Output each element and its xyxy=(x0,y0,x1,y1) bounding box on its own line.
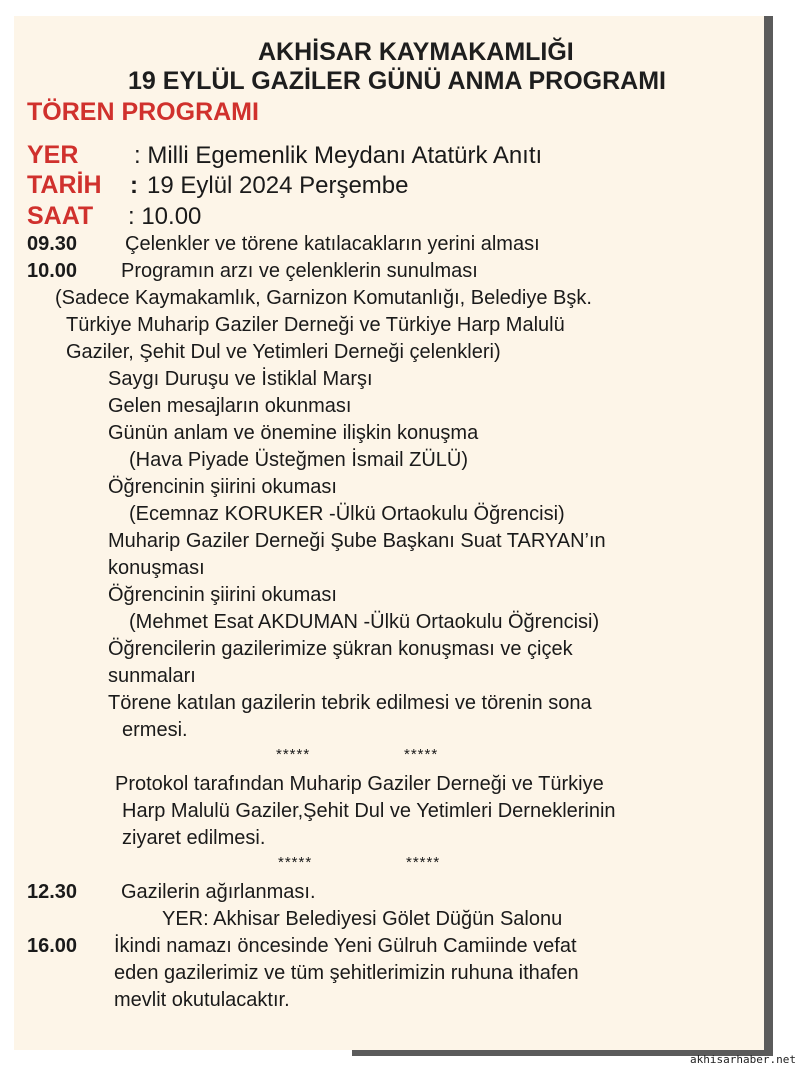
section-title: TÖREN PROGRAMI xyxy=(27,98,259,126)
item-1600-line-1: İkindi namazı öncesinde Yeni Gülruh Camiinde vefat xyxy=(114,935,577,957)
item-0930: Çelenkler ve törene katılacakların yerini alması xyxy=(125,233,540,255)
time-value: : 10.00 xyxy=(128,203,202,230)
item-poem-2-student: (Mehmet Esat AKDUMAN -Ülkü Ortaokulu Öğrencisi) xyxy=(129,611,600,633)
item-veterans-speech-line-2: konuşması xyxy=(108,557,205,579)
item-1000: Programın arzı ve çelenklerin sunulması xyxy=(121,260,478,282)
item-poem-2: Öğrencinin şiirini okuması xyxy=(108,584,337,606)
item-moment-of-silence: Saygı Duruşu ve İstiklal Marşı xyxy=(108,368,373,390)
date-value: 19 Eylül 2024 Perşembe xyxy=(147,172,409,199)
item-1230: Gazilerin ağırlanması. xyxy=(121,881,316,903)
source-watermark: akhisarhaber.net xyxy=(690,1053,796,1066)
item-1600-line-2: eden gazilerimiz ve tüm şehitlerimizin ruhuna ithafen xyxy=(114,962,579,984)
protocol-visit-line-2: Harp Malulü Gaziler,Şehit Dul ve Yetimleri Derneklerinin xyxy=(122,800,616,822)
item-students-thanks-line-1: Öğrencilerin gazilerimize şükran konuşması ve çiçek xyxy=(108,638,573,660)
title-line-2: 19 EYLÜL GAZİLER GÜNÜ ANMA PROGRAMI xyxy=(128,67,666,95)
time-1600: 16.00 xyxy=(27,935,78,957)
item-students-thanks-line-2: sunmaları xyxy=(108,665,196,687)
separator-stars-1a: ***** xyxy=(276,746,311,763)
date-colon: : xyxy=(130,172,138,199)
wreath-note-line-1: (Sadece Kaymakamlık, Garnizon Komutanlığı, Belediye Bşk. xyxy=(55,287,592,309)
item-closing-line-2: ermesi. xyxy=(122,719,188,741)
date-label: TARİH xyxy=(27,171,102,199)
separator-stars-2b: ***** xyxy=(406,854,441,871)
item-speech-speaker: (Hava Piyade Üsteğmen İsmail ZÜLÜ) xyxy=(129,449,468,471)
sheet-shadow-right xyxy=(764,16,773,1056)
separator-stars-2a: ***** xyxy=(278,854,313,871)
time-1000: 10.00 xyxy=(27,260,78,282)
wreath-note-line-2: Türkiye Muharip Gaziler Derneği ve Türkiye Harp Malulü xyxy=(66,314,565,336)
item-veterans-speech-line-1: Muharip Gaziler Derneği Şube Başkanı Suat TARYAN’ın xyxy=(108,530,606,552)
item-messages: Gelen mesajların okunması xyxy=(108,395,352,417)
item-speech: Günün anlam ve önemine ilişkin konuşma xyxy=(108,422,479,444)
item-closing-line-1: Törene katılan gazilerin tebrik edilmesi ve törenin sona xyxy=(108,692,592,714)
protocol-visit-line-3: ziyaret edilmesi. xyxy=(122,827,266,849)
place-value: : Milli Egemenlik Meydanı Atatürk Anıtı xyxy=(134,142,543,169)
wreath-note-line-3: Gaziler, Şehit Dul ve Yetimleri Derneği çelenkleri) xyxy=(66,341,501,363)
item-poem-1: Öğrencinin şiirini okuması xyxy=(108,476,337,498)
time-0930: 09.30 xyxy=(27,233,78,255)
item-poem-1-student: (Ecemnaz KORUKER -Ülkü Ortaokulu Öğrencisi) xyxy=(129,503,565,525)
time-label: SAAT xyxy=(27,202,94,230)
protocol-visit-line-1: Protokol tarafından Muharip Gaziler Derneği ve Türkiye xyxy=(115,773,604,795)
item-1600-line-3: mevlit okutulacaktır. xyxy=(114,989,290,1011)
place-label: YER xyxy=(27,141,79,169)
separator-stars-1b: ***** xyxy=(404,746,439,763)
title-line-1: AKHİSAR KAYMAKAMLIĞI xyxy=(258,38,574,66)
time-1230: 12.30 xyxy=(27,881,78,903)
item-1230-place: YER: Akhisar Belediyesi Gölet Düğün Salonu xyxy=(162,908,563,930)
